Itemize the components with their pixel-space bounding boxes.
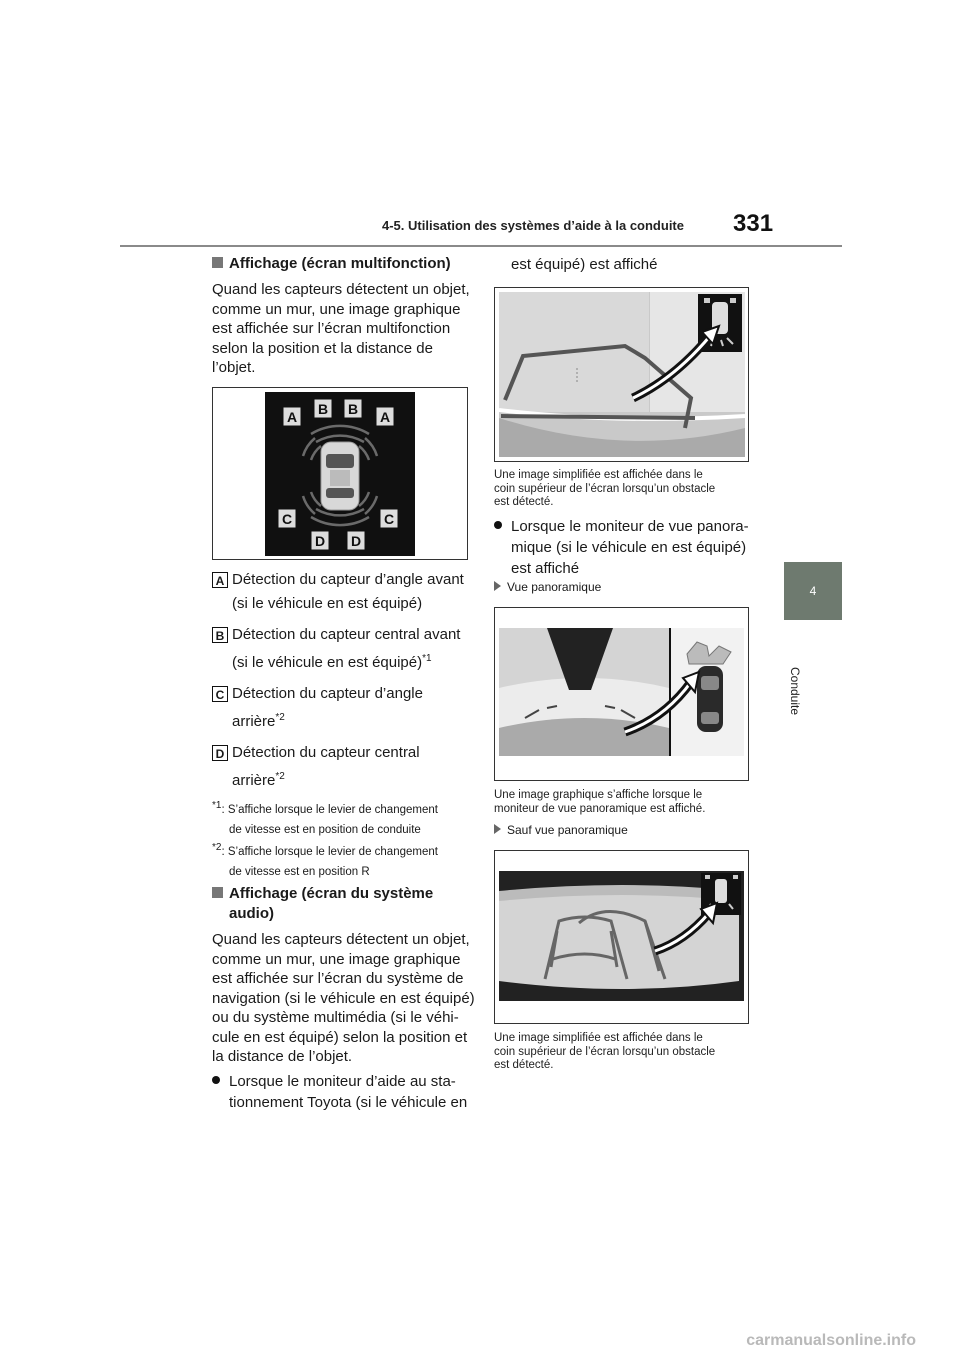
bullet-dot-icon xyxy=(494,521,502,529)
bullet-dot-icon xyxy=(212,1076,220,1084)
page-number: 331 xyxy=(733,210,774,237)
header-rule xyxy=(120,245,842,247)
diagram-label-d: D xyxy=(350,533,362,549)
bullet-continuation: est équipé) est affiché xyxy=(511,256,658,273)
sensor-diagram xyxy=(213,388,467,559)
sub-item-panoramic: Vue panoramique xyxy=(494,580,601,594)
bullet-toyota-parking: Lorsque le moniteur d’aide au sta- tionnement Toyota (si le véhicule en xyxy=(212,1071,467,1113)
footnote-2: $^{*2}$: S’affiche lorsque le levier de changement de vitesse est en position R xyxy=(212,842,438,878)
diagram-label-b: B xyxy=(347,401,359,417)
parking-monitor-screen xyxy=(495,288,748,461)
bullet-panoramic: Lorsque le moniteur de vue panora- mique (si le véhicule en est équipé) est affiché xyxy=(494,516,749,579)
triangle-bullet-icon xyxy=(494,824,501,834)
diagram-label-d: D xyxy=(314,533,326,549)
sub-item-non-panoramic: Sauf vue panoramique xyxy=(494,823,628,837)
chapter-title: 4-5. Utilisation des systèmes d’aide à la conduite xyxy=(382,218,684,233)
non-panoramic-screen xyxy=(495,851,748,1023)
panoramic-view-figure xyxy=(494,607,749,781)
panoramic-view-screen xyxy=(495,608,748,780)
triangle-bullet-icon xyxy=(494,581,501,591)
diagram-label-c: C xyxy=(383,511,395,527)
sensor-diagram-figure xyxy=(212,387,468,560)
chapter-tab-label: Conduite xyxy=(788,666,802,716)
legend-letter: B xyxy=(212,627,228,643)
legend-letter: A xyxy=(212,572,228,588)
section-heading-audio: Affichage (écran du système audio) xyxy=(212,884,433,924)
legend-letter: D xyxy=(212,745,228,761)
chapter-tab[interactable]: 4 xyxy=(784,562,842,620)
diagram-label-c: C xyxy=(281,511,293,527)
watermark: carmanualsonline.info xyxy=(746,1332,916,1349)
paragraph-audio: Quand les capteurs détectent un objet, comme un mur, une image graphique est affichée sur l’écran du système de navigation (si le véhicule en est équipé) ou du système multimédia (si le véhi- cule en est équipé) selon la position et la distance de l’objet. xyxy=(212,931,475,1065)
legend-letter: C xyxy=(212,686,228,702)
heading-square-icon xyxy=(212,887,223,898)
non-panoramic-figure xyxy=(494,850,749,1024)
caption-non-panoramic: Une image simplifiée est affichée dans le coin supérieur de l’écran lorsqu’un obstacle est détecté. xyxy=(494,1032,716,1071)
parking-monitor-figure xyxy=(494,287,749,462)
caption-parking-monitor: Une image simplifiée est affichée dans le coin supérieur de l’écran lorsqu’un obstacle est détecté. xyxy=(494,469,716,508)
heading-square-icon xyxy=(212,257,223,268)
caption-panoramic: Une image graphique s’affiche lorsque le moniteur de vue panoramique est affiché. xyxy=(494,789,706,815)
paragraph-multifunction: Quand les capteurs détectent un objet, comme un mur, une image graphique est affichée sur l’écran multifonction selon la position et la distance de l’objet. xyxy=(212,281,470,376)
diagram-label-a: A xyxy=(379,409,391,425)
footnote-1: $^{*1}$: S’affiche lorsque le levier de changement de vitesse est en position de conduite xyxy=(212,800,438,836)
diagram-label-b: B xyxy=(317,401,329,417)
section-heading-multifunction: Affichage (écran multifonction) xyxy=(212,254,451,274)
diagram-label-a: A xyxy=(286,409,298,425)
